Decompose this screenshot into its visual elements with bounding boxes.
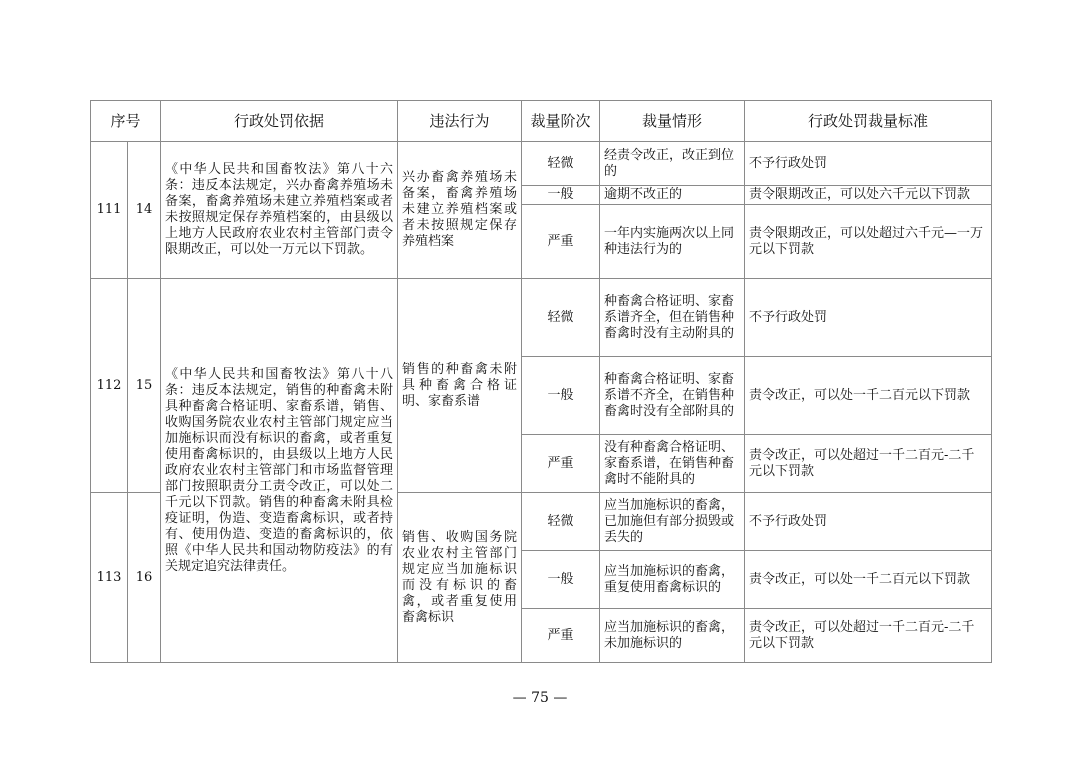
standard-cell: 责令改正，可以处超过一千二百元-二千元以下罚款 [745,609,992,663]
standard-cell: 责令改正，可以处一千二百元以下罚款 [745,357,992,435]
row-number: 113 [91,493,128,663]
header-level: 裁量阶次 [522,101,600,142]
penalty-basis: 《中华人民共和国畜牧法》第八十八条：违反本法规定，销售的种畜禽未附具种畜禽合格证明、家畜系谱，销售、收购国务院农业农村主管部门规定应当加施标识而没有标识的畜禽，或者重复使用畜禽标识的，由县级以上地方人民政府农业农村主管部门和市场监督管理部门按照职责分工责令改正，可以处二千元以下罚款。销售的种畜禽未附具检疫证明，伪造、变造畜禽标识，或者持有、使用伪造、变造的畜禽标识的，依照《中华人民共和国动物防疫法》的有关规定追究法律责任。 [161,279,398,663]
header-situation: 裁量情形 [600,101,745,142]
situation-cell: 没有种畜禽合格证明、家畜系谱，在销售种畜禽时不能附具的 [600,435,745,493]
situation-cell: 逾期不改正的 [600,186,745,205]
standard-cell: 责令限期改正，可以处超过六千元—一万元以下罚款 [745,205,992,279]
level-cell: 严重 [522,205,600,279]
penalty-basis: 《中华人民共和国畜牧法》第八十六条：违反本法规定，兴办畜禽养殖场未备案，畜禽养殖场未建立养殖档案或者未按照规定保存养殖档案的，由县级以上地方人民政府农业农村主管部门责令限期改正，可以处一万元以下罚款。 [161,142,398,279]
standard-cell: 不予行政处罚 [745,279,992,357]
standard-cell: 不予行政处罚 [745,142,992,186]
table-row [91,142,992,186]
violation-text: 销售的种畜禽未附具种畜禽合格证明、家畜系谱 [398,279,522,493]
level-cell: 一般 [522,551,600,609]
row-subnumber: 16 [128,493,161,663]
level-cell: 严重 [522,609,600,663]
row-subnumber: 14 [128,142,161,279]
violation-text: 销售、收购国务院农业农村主管部门规定应当加施标识而没有标识的畜禽，或者重复使用畜禽标识 [398,493,522,663]
situation-cell: 一年内实施两次以上同种违法行为的 [600,205,745,279]
row-number: 111 [91,142,128,279]
situation-cell: 应当加施标识的畜禽，重复使用畜禽标识的 [600,551,745,609]
standard-cell: 不予行政处罚 [745,493,992,551]
level-cell: 轻微 [522,279,600,357]
penalty-table [90,100,992,663]
level-cell: 一般 [522,186,600,205]
level-cell: 一般 [522,357,600,435]
standard-cell: 责令改正，可以处一千二百元以下罚款 [745,551,992,609]
violation-text: 兴办畜禽养殖场未备案，畜禽养殖场未建立养殖档案或者未按照规定保存养殖档案 [398,142,522,279]
level-cell: 严重 [522,435,600,493]
situation-cell: 经责令改正，改正到位的 [600,142,745,186]
situation-cell: 应当加施标识的畜禽，已加施但有部分损毁或丢失的 [600,493,745,551]
level-cell: 轻微 [522,493,600,551]
header-violation: 违法行为 [398,101,522,142]
table-header-row [91,101,992,142]
header-basis: 行政处罚依据 [161,101,398,142]
header-standard: 行政处罚裁量标准 [745,101,992,142]
standard-cell: 责令改正，可以处超过一千二百元-二千元以下罚款 [745,435,992,493]
header-seq: 序号 [91,101,161,142]
level-cell: 轻微 [522,142,600,186]
standard-cell: 责令限期改正，可以处六千元以下罚款 [745,186,992,205]
situation-cell: 种畜禽合格证明、家畜系谱齐全，但在销售种畜禽时没有主动附具的 [600,279,745,357]
situation-cell: 应当加施标识的畜禽，未加施标识的 [600,609,745,663]
situation-cell: 种畜禽合格证明、家畜系谱不齐全，在销售种畜禽时没有全部附具的 [600,357,745,435]
page-number: — 75 — [512,690,568,706]
row-subnumber: 15 [128,279,161,493]
table-row [91,279,992,357]
row-number: 112 [91,279,128,493]
